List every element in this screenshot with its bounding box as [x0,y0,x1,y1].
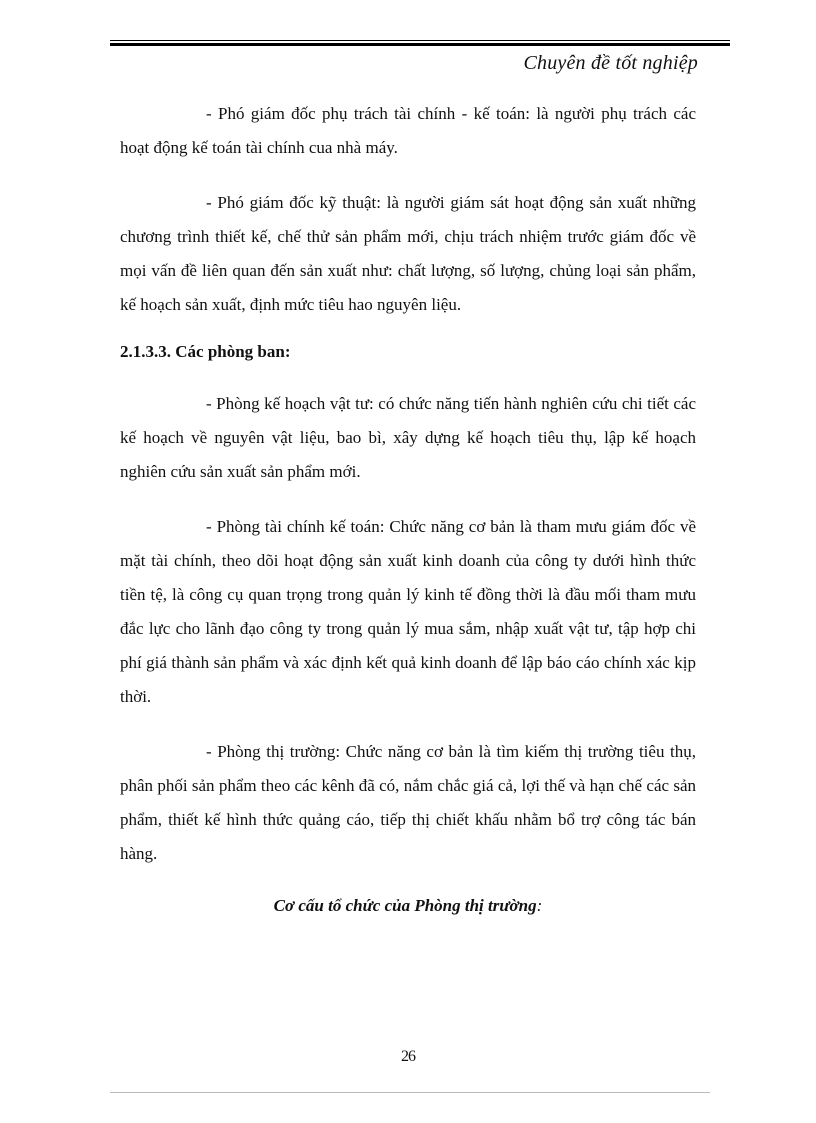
footer-rule [110,1092,710,1093]
paragraph-marketing [120,735,696,871]
figure-caption [0,896,816,916]
paragraph-deputy-technical [120,186,696,322]
section-heading: 2.1.3.3. Các phòng ban: [120,342,291,361]
paragraph-planning-materials [120,387,696,489]
caption-text: Cơ cấu tổ chức của Phòng thị trường [273,896,537,915]
header-rule-thick [110,43,730,46]
header-rule-thin [110,40,730,41]
paragraph-text: - Phòng tài chính kế toán: Chức năng cơ bản là tham mưu giám đốc về mặt tài chính, theo dõi hoạt động sản xuất kinh doanh của công ty dưới hình thức tiền tệ, là công cụ quan trọng trong quản lý kinh tế đồng thời là đầu mối tham mưu đắc lực cho lãnh đạo công ty trong quản lý mua sắm, nhập xuất vật tư, tập hợp chi phí giá thành sản phẩm và xác định kết quả kinh doanh để lập báo cáo chính xác kịp thời. [120,517,696,706]
paragraph-text: - Phó giám đốc phụ trách tài chính - kế toán: là người phụ trách các hoạt động kế toán tài chính cua nhà máy. [120,104,696,157]
paragraph-text: - Phó giám đốc kỹ thuật: là người giám sát hoạt động sản xuất những chương trình thiết kế, chế thử sản phẩm mới, chịu trách nhiệm trước giám đốc về mọi vấn đề liên quan đến sản xuất như: chất lượng, số lượng, chủng loại sản phẩm, kế hoạch sản xuất, định mức tiêu hao nguyên liệu. [120,193,696,314]
paragraph-finance-accounting [120,510,696,714]
caption-suffix: : [536,896,543,915]
page-number: 26 [401,1048,415,1065]
paragraph-text: - Phòng thị trường: Chức năng cơ bản là tìm kiếm thị trường tiêu thụ, phân phối sản phẩm theo các kênh đã có, nắm chắc giá cả, lợi thế và hạn chế các sản phẩm, thiết kế hình thức quảng cáo, tiếp thị chiết khấu nhằm bổ trợ công tác bán hàng. [120,742,696,863]
header-title: Chuyên đề tốt nghiệp [523,52,698,74]
paragraph-text: - Phòng kế hoạch vật tư: có chức năng tiến hành nghiên cứu chi tiết các kế hoạch về nguyên vật liệu, bao bì, xây dựng kế hoạch tiêu thụ, lập kế hoạch nghiên cứu sản xuất sản phẩm mới. [120,394,696,481]
paragraph-deputy-finance [120,97,696,165]
